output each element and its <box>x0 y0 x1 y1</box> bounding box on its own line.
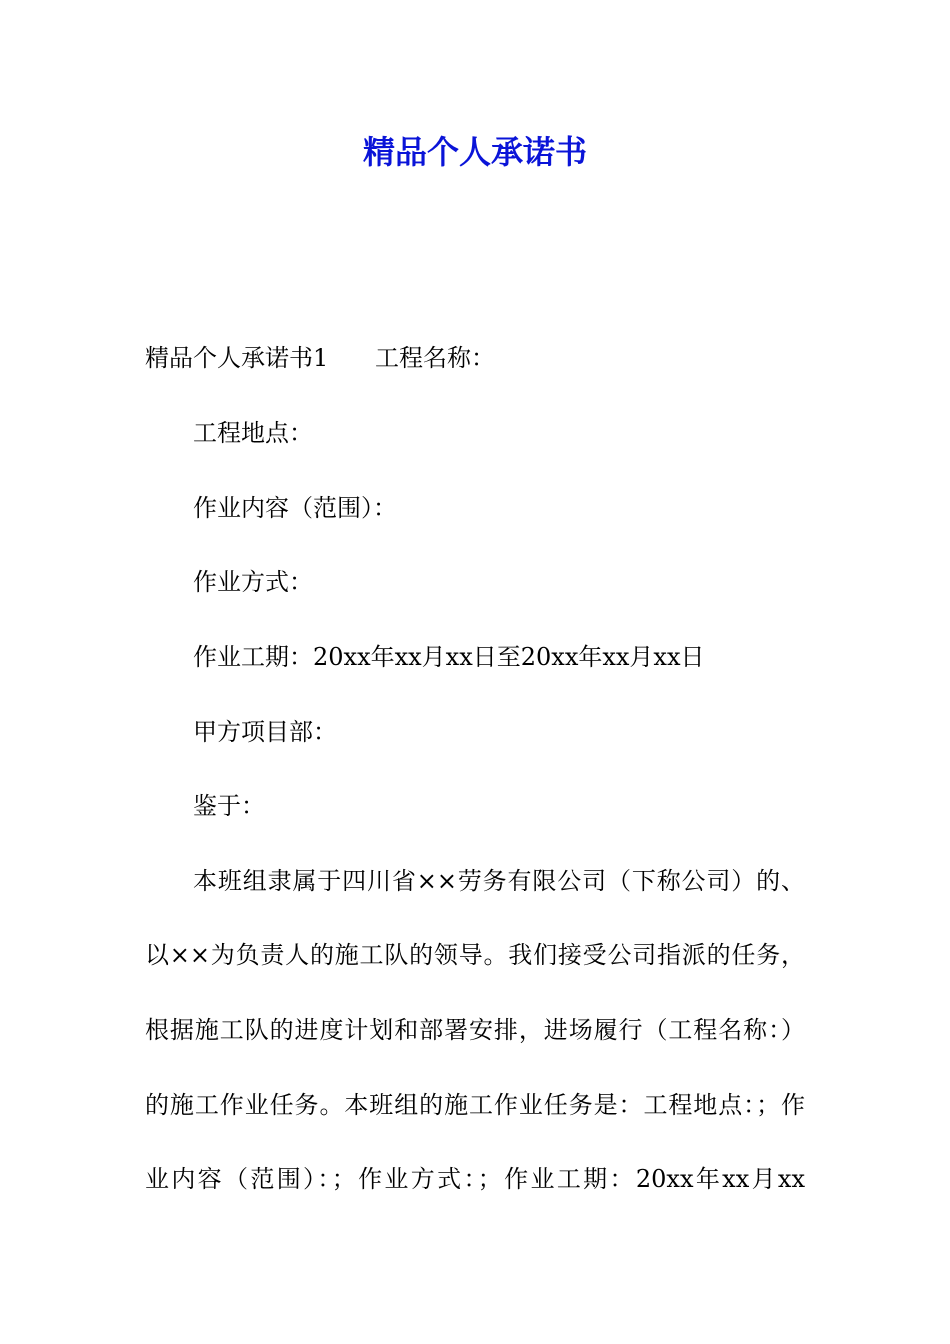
paragraph-line-2: 以××为负责人的施工队的领导。我们接受公司指派的任务， <box>145 941 805 969</box>
party-a-label: 甲方项目部： <box>193 718 337 746</box>
paragraph-line-5: 业内容（范围）：；作业方式：；作业工期：20xx年xx月xx <box>145 1165 805 1193</box>
work-method-label: 作业方式： <box>193 568 313 596</box>
work-content-label: 作业内容（范围）： <box>193 494 397 522</box>
project-name-label: 工程名称： <box>375 344 495 372</box>
paragraph-line-4: 的施工作业任务。本班组的施工作业任务是：工程地点：；作 <box>145 1091 805 1119</box>
paragraph-line-1: 本班组隶属于四川省××劳务有限公司（下称公司）的、 <box>193 867 805 895</box>
section-heading <box>145 340 495 376</box>
paragraph-line-3: 根据施工队的进度计划和部署安排，进场履行（工程名称：） <box>145 1016 805 1044</box>
work-period-line: 作业工期：20xx年xx月xx日至20xx年xx月xx日 <box>193 643 705 671</box>
section-number-title: 精品个人承诺书1 <box>145 344 329 372</box>
whereas-label: 鉴于： <box>193 792 265 820</box>
document-title: 精品个人承诺书 <box>362 133 587 171</box>
project-location-label: 工程地点： <box>193 419 313 447</box>
